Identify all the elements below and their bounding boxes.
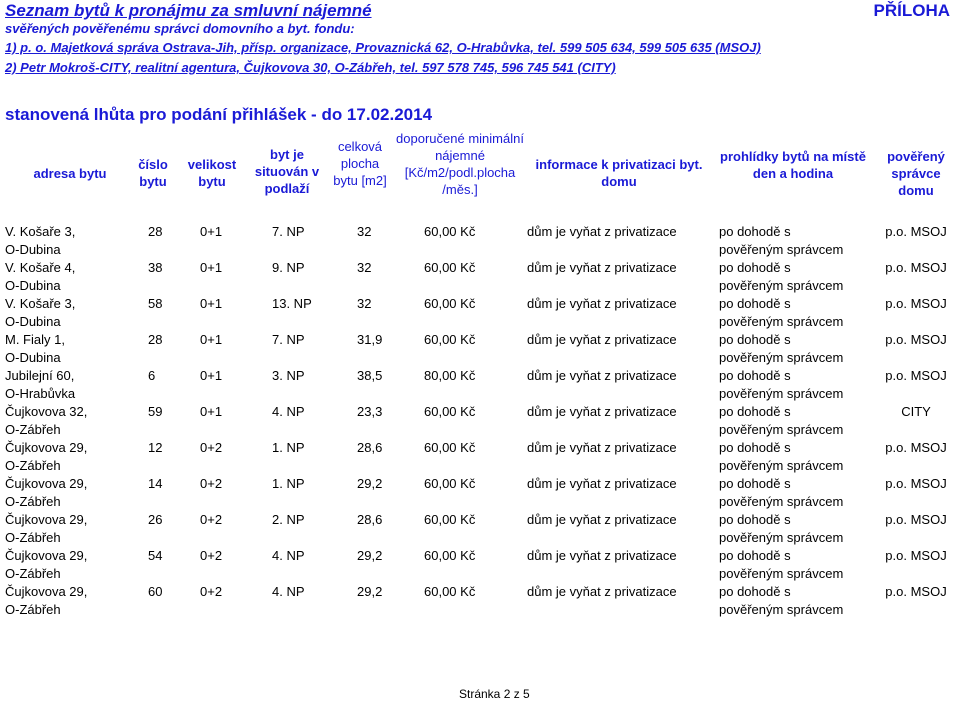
privatization-info: dům je vyňat z privatizace — [527, 512, 677, 527]
flat-number: 28 — [148, 224, 163, 239]
address-district: O-Zábřeh — [5, 602, 61, 617]
flat-number: 59 — [148, 404, 163, 419]
col-area: celková plocha bytu [m2] — [333, 139, 387, 188]
viewing-line-1: po dohodě s — [719, 224, 791, 239]
attachment-label: PŘÍLOHA — [873, 1, 950, 20]
viewing-line-2: pověřeným správcem — [719, 350, 844, 365]
viewing-line-2: pověřeným správcem — [719, 278, 844, 293]
table-row — [0, 295, 960, 331]
viewing-line-1: po dohodě s — [719, 584, 791, 599]
flat-floor: 1. NP — [272, 440, 305, 455]
viewing-line-2: pověřeným správcem — [719, 314, 844, 329]
table-row — [0, 439, 960, 475]
flat-rent: 60,00 Kč — [424, 548, 476, 563]
page-number: Stránka 2 z 5 — [459, 687, 530, 701]
flat-floor: 9. NP — [272, 260, 305, 275]
viewing-line-1: po dohodě s — [719, 296, 791, 311]
address-street: Čujkovova 29, — [5, 440, 88, 455]
flat-size: 0+2 — [200, 584, 223, 599]
flat-size: 0+1 — [200, 404, 223, 419]
flat-rent: 60,00 Kč — [424, 404, 476, 419]
flat-number: 28 — [148, 332, 163, 347]
address-district: O-Hrabůvka — [5, 386, 76, 401]
viewing-line-1: po dohodě s — [719, 332, 791, 347]
col-size: velikost bytu — [187, 157, 237, 189]
address-street: Čujkovova 29, — [5, 548, 88, 563]
flat-size: 0+1 — [200, 260, 223, 275]
flat-number: 6 — [148, 368, 156, 383]
flat-area: 29,2 — [357, 476, 383, 491]
manager: p.o. MSOJ — [885, 332, 947, 347]
viewing-line-2: pověřeným správcem — [719, 386, 844, 401]
deadline: stanovená lhůta pro podání přihlášek - do 17.02.2014 — [5, 105, 433, 124]
viewing-line-2: pověřeným správcem — [719, 242, 844, 257]
col-number: číslo bytu — [138, 157, 168, 189]
flat-size: 0+1 — [200, 368, 223, 383]
address-district: O-Zábřeh — [5, 494, 61, 509]
flat-area: 32 — [357, 260, 372, 275]
col-address: adresa bytu — [33, 166, 107, 181]
flat-number: 38 — [148, 260, 163, 275]
manager-line-1: 1) p. o. Majetková správa Ostrava-Jih, přísp. organizace, Provaznická 62, O-Hrabůvka, tel. 599 505 634, 599 505 635 (MSOJ) — [5, 40, 761, 55]
table-row — [0, 259, 960, 295]
flat-rent: 60,00 Kč — [424, 476, 476, 491]
manager: p.o. MSOJ — [885, 224, 947, 239]
manager: p.o. MSOJ — [885, 368, 947, 383]
address-district: O-Dubina — [5, 314, 61, 329]
flat-rent: 60,00 Kč — [424, 440, 476, 455]
privatization-info: dům je vyňat z privatizace — [527, 224, 677, 239]
table-row — [0, 547, 960, 583]
table-row — [0, 223, 960, 259]
flat-area: 32 — [357, 224, 372, 239]
flat-rent: 60,00 Kč — [424, 512, 476, 527]
address-district: O-Zábřeh — [5, 422, 61, 437]
table-row — [0, 511, 960, 547]
flat-floor: 3. NP — [272, 368, 305, 383]
viewing-line-1: po dohodě s — [719, 548, 791, 563]
flat-number: 26 — [148, 512, 163, 527]
table-row — [0, 475, 960, 511]
flat-size: 0+1 — [200, 296, 223, 311]
viewing-line-2: pověřeným správcem — [719, 422, 844, 437]
viewing-line-1: po dohodě s — [719, 404, 791, 419]
flat-size: 0+1 — [200, 224, 223, 239]
flat-rent: 60,00 Kč — [424, 332, 476, 347]
col-rent: doporučené minimální nájemné [Kč/m2/podl.plocha /měs.] — [396, 131, 524, 197]
table-row — [0, 403, 960, 439]
flat-area: 38,5 — [357, 368, 383, 383]
subtitle: svěřených pověřenému správci domovního a byt. fondu: — [5, 21, 355, 36]
flat-floor: 7. NP — [272, 332, 305, 347]
col-viewing: prohlídky bytů na místě den a hodina — [720, 149, 866, 181]
flat-floor: 4. NP — [272, 584, 305, 599]
address-district: O-Zábřeh — [5, 458, 61, 473]
manager: p.o. MSOJ — [885, 548, 947, 563]
table-row — [0, 367, 960, 403]
flat-area: 29,2 — [357, 548, 383, 563]
flat-size: 0+2 — [200, 548, 223, 563]
flat-area: 23,3 — [357, 404, 383, 419]
privatization-info: dům je vyňat z privatizace — [527, 548, 677, 563]
address-street: Čujkovova 29, — [5, 512, 88, 527]
flat-size: 0+2 — [200, 512, 223, 527]
viewing-line-1: po dohodě s — [719, 440, 791, 455]
viewing-line-2: pověřeným správcem — [719, 602, 844, 617]
flat-rent: 60,00 Kč — [424, 584, 476, 599]
address-street: Čujkovova 29, — [5, 476, 88, 491]
address-street: V. Košaře 3, — [5, 224, 76, 239]
manager: p.o. MSOJ — [885, 584, 947, 599]
flat-size: 0+1 — [200, 332, 223, 347]
flat-floor: 13. NP — [272, 296, 312, 311]
flat-area: 29,2 — [357, 584, 383, 599]
flat-number: 58 — [148, 296, 163, 311]
manager: p.o. MSOJ — [885, 512, 947, 527]
manager: p.o. MSOJ — [885, 440, 947, 455]
address-street: Čujkovova 29, — [5, 584, 88, 599]
privatization-info: dům je vyňat z privatizace — [527, 584, 677, 599]
col-floor: byt je situován v podlaží — [254, 147, 320, 196]
flat-floor: 4. NP — [272, 548, 305, 563]
address-district: O-Dubina — [5, 278, 61, 293]
viewing-line-1: po dohodě s — [719, 260, 791, 275]
privatization-info: dům je vyňat z privatizace — [527, 368, 677, 383]
col-info: informace k privatizaci byt. domu — [535, 157, 703, 189]
address-street: V. Košaře 3, — [5, 296, 76, 311]
privatization-info: dům je vyňat z privatizace — [527, 476, 677, 491]
flat-rent: 60,00 Kč — [424, 260, 476, 275]
flat-floor: 1. NP — [272, 476, 305, 491]
privatization-info: dům je vyňat z privatizace — [527, 296, 677, 311]
flat-size: 0+2 — [200, 440, 223, 455]
viewing-line-2: pověřeným správcem — [719, 494, 844, 509]
flat-floor: 4. NP — [272, 404, 305, 419]
viewing-line-2: pověřeným správcem — [719, 530, 844, 545]
flat-size: 0+2 — [200, 476, 223, 491]
viewing-line-2: pověřeným správcem — [719, 458, 844, 473]
table-row — [0, 331, 960, 367]
manager: p.o. MSOJ — [885, 260, 947, 275]
address-district: O-Dubina — [5, 350, 61, 365]
viewing-line-1: po dohodě s — [719, 476, 791, 491]
flat-area: 31,9 — [357, 332, 383, 347]
privatization-info: dům je vyňat z privatizace — [527, 404, 677, 419]
flat-floor: 7. NP — [272, 224, 305, 239]
viewing-line-1: po dohodě s — [719, 512, 791, 527]
col-manager: pověřený správce domu — [887, 149, 945, 198]
flat-area: 28,6 — [357, 512, 383, 527]
viewing-line-2: pověřeným správcem — [719, 566, 844, 581]
privatization-info: dům je vyňat z privatizace — [527, 440, 677, 455]
document-title: Seznam bytů k pronájmu za smluvní nájemné — [5, 1, 372, 20]
address-street: Čujkovova 32, — [5, 404, 88, 419]
address-street: V. Košaře 4, — [5, 260, 76, 275]
address-district: O-Zábřeh — [5, 530, 61, 545]
viewing-line-1: po dohodě s — [719, 368, 791, 383]
flat-area: 28,6 — [357, 440, 383, 455]
address-street: Jubilejní 60, — [5, 368, 75, 383]
flat-number: 60 — [148, 584, 163, 599]
address-district: O-Dubina — [5, 242, 61, 257]
manager: CITY — [901, 404, 931, 419]
flat-number: 54 — [148, 548, 163, 563]
flat-number: 14 — [148, 476, 163, 491]
flat-area: 32 — [357, 296, 372, 311]
flat-floor: 2. NP — [272, 512, 305, 527]
manager: p.o. MSOJ — [885, 296, 947, 311]
address-street: M. Fialy 1, — [5, 332, 65, 347]
manager-line-2: 2) Petr Mokroš-CITY, realitní agentura, Čujkovova 30, O-Zábřeh, tel. 597 578 745, 596 745 541 (CITY) — [5, 60, 616, 75]
table-row — [0, 583, 960, 619]
privatization-info: dům je vyňat z privatizace — [527, 332, 677, 347]
flat-rent: 60,00 Kč — [424, 224, 476, 239]
privatization-info: dům je vyňat z privatizace — [527, 260, 677, 275]
address-district: O-Zábřeh — [5, 566, 61, 581]
flat-rent: 80,00 Kč — [424, 368, 476, 383]
manager: p.o. MSOJ — [885, 476, 947, 491]
flat-rent: 60,00 Kč — [424, 296, 476, 311]
flat-number: 12 — [148, 440, 163, 455]
